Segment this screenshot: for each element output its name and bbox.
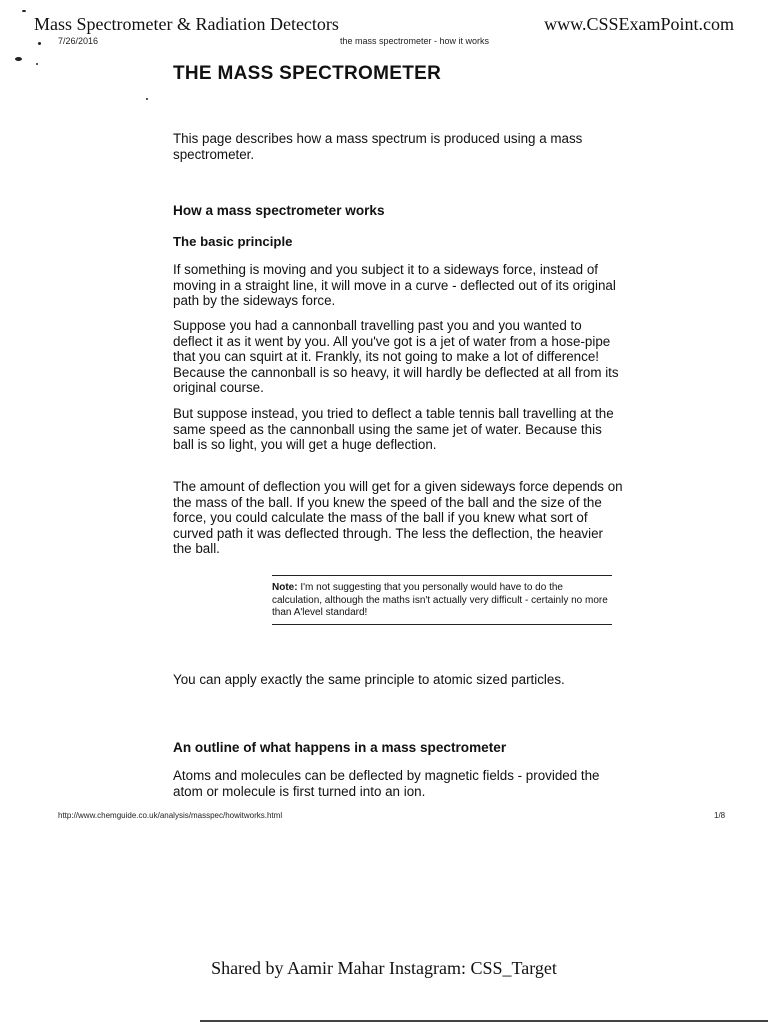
paragraph-sideways-force: If something is moving and you subject it to a sideways force, instead of moving in a straight line, it will move in a curve - deflected out of its original path by the sideways force. [173, 262, 616, 309]
page-title: THE MASS SPECTROMETER [173, 63, 442, 84]
note-label: Note: [272, 582, 298, 593]
document-header-website: www.CSSExamPoint.com [544, 14, 734, 34]
section-heading-how-it-works: How a mass spectrometer works [173, 203, 385, 218]
scan-speck [36, 63, 38, 65]
shared-by-credit: Shared by Aamir Mahar Instagram: CSS_Target [211, 958, 557, 978]
scan-speck [146, 98, 148, 100]
footer-url: http://www.chemguide.co.uk/analysis/masspec/howitworks.html [58, 811, 283, 820]
subsection-heading-basic-principle: The basic principle [173, 234, 293, 249]
note-text: I'm not suggesting that you personally would have to do the calculation, although the maths isn't actually very difficult - certainly no more than A'level standard! [272, 582, 608, 618]
footer-page-number: 1/8 [714, 811, 726, 820]
paragraph-deflection-mass: The amount of deflection you will get for a given sideways force depends on the mass of the ball. If you knew the speed of the ball and the size of the force, you could calculate the mass of the ball if you knew what sort of curved path it was deflected through. The less the deflection, the heavier the ball. [173, 479, 623, 557]
paragraph-ions: Atoms and molecules can be deflected by magnetic fields - provided the atom or molecule is first turned into an ion. [173, 768, 600, 799]
scan-speck [15, 57, 22, 61]
document-header-title: Mass Spectrometer & Radiation Detectors [34, 14, 339, 34]
paragraph-cannonball: Suppose you had a cannonball travelling past you and you wanted to deflect it as it went by you. All you've got is a jet of water from a hose-pipe that you can squirt at it. Frankly, its not going to make a lot of difference! Because the cannonball is so heavy, it will hardly be deflected at all from its original course. [173, 318, 619, 396]
note-box [272, 575, 612, 625]
scan-speck [22, 10, 26, 12]
section-heading-outline: An outline of what happens in a mass spectrometer [173, 740, 507, 755]
scan-speck [38, 42, 41, 45]
paragraph-table-tennis-ball: But suppose instead, you tried to deflect a table tennis ball travelling at the same speed as the cannonball using the same jet of water. Because this ball is so light, you will get a huge deflection. [173, 406, 614, 453]
print-date: 7/26/2016 [58, 36, 99, 46]
print-page-title: the mass spectrometer - how it works [340, 36, 490, 46]
intro-paragraph: This page describes how a mass spectrum is produced using a mass spectrometer. [173, 131, 583, 162]
paragraph-atomic-particles: You can apply exactly the same principle to atomic sized particles. [173, 672, 565, 687]
scan-edge-line [200, 1020, 768, 1022]
